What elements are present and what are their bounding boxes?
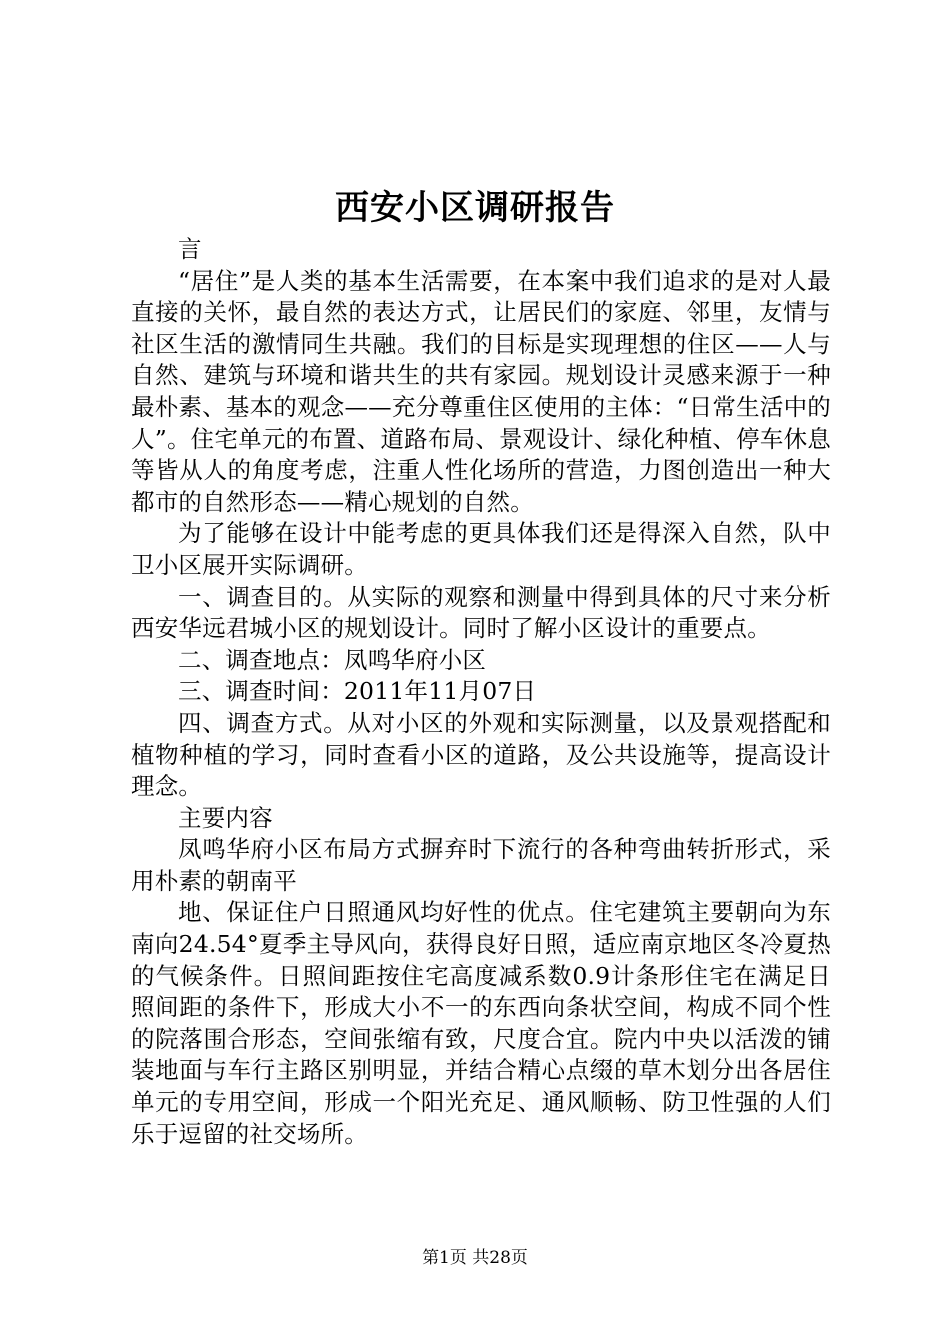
page-footer: 第1页 共28页: [422, 1248, 528, 1268]
document-body: [131, 234, 831, 1150]
paragraph-survey-time: 三、调查时间：2011年11月07日: [178, 677, 537, 706]
paragraph-survey-purpose: 一、调查目的。从实际的观察和测量中得到具体的尺寸来分析西安华远君城小区的规划设计。同时了解小区设计的重要点。: [131, 582, 831, 643]
paragraph-main-content-heading: 主要内容: [178, 803, 273, 832]
document-title: 西安小区调研报告: [335, 188, 615, 228]
paragraph-survey-method: 四、调查方式。从对小区的外观和实际测量，以及景观搭配和植物种植的学习，同时查看小区的道路，及公共设施等，提高设计理念。: [131, 708, 831, 801]
paragraph-introduction: “居住”是人类的基本生活需要，在本案中我们追求的是对人最直接的关怀，最自然的表达方式，让居民们的家庭、邻里，友情与社区生活的激情同生共融。我们的目标是实现理想的住区——人与自然、建筑与环境和谐共生的共有家园。规划设计灵感来源于一种最朴素、基本的观念——充分尊重住区使用的主体：“日常生活中的人”。住宅单元的布置、道路布局、景观设计、绿化种植、停车休息等皆从人的角度考虑，注重人性化场所的营造，力图创造出一种大都市的自然形态——精心规划的自然。: [131, 266, 831, 516]
paragraph-preface-heading: 言: [178, 235, 202, 263]
paragraph-sunlight-description: 地、保证住户日照通风均好性的优点。住宅建筑主要朝向为东南向24.54°夏季主导风向，获得良好日照，适应南京地区冬冷夏热的气候条件。日照间距按住宅高度减系数0.9计条形住宅在满足日照间距的条件下，形成大小不一的东西向条状空间，构成不同个性的院落围合形态，空间张缩有致，尺度合宜。院内中央以活泼的铺装地面与车行主路区别明显，并结合精心点缀的草木划分出各居住单元的专用空间，形成一个阳光充足、通风顺畅、防卫性强的人们乐于逗留的社交场所。: [131, 898, 831, 1148]
paragraph-survey-location: 二、调查地点：凤鸣华府小区: [178, 645, 487, 674]
paragraph-research-purpose-intro: 为了能够在设计中能考虑的更具体我们还是得深入自然，队中卫小区展开实际调研。: [131, 519, 831, 579]
paragraph-layout-description: 凤鸣华府小区布局方式摒弃时下流行的各种弯曲转折形式，采用朴素的朝南平: [131, 835, 831, 895]
